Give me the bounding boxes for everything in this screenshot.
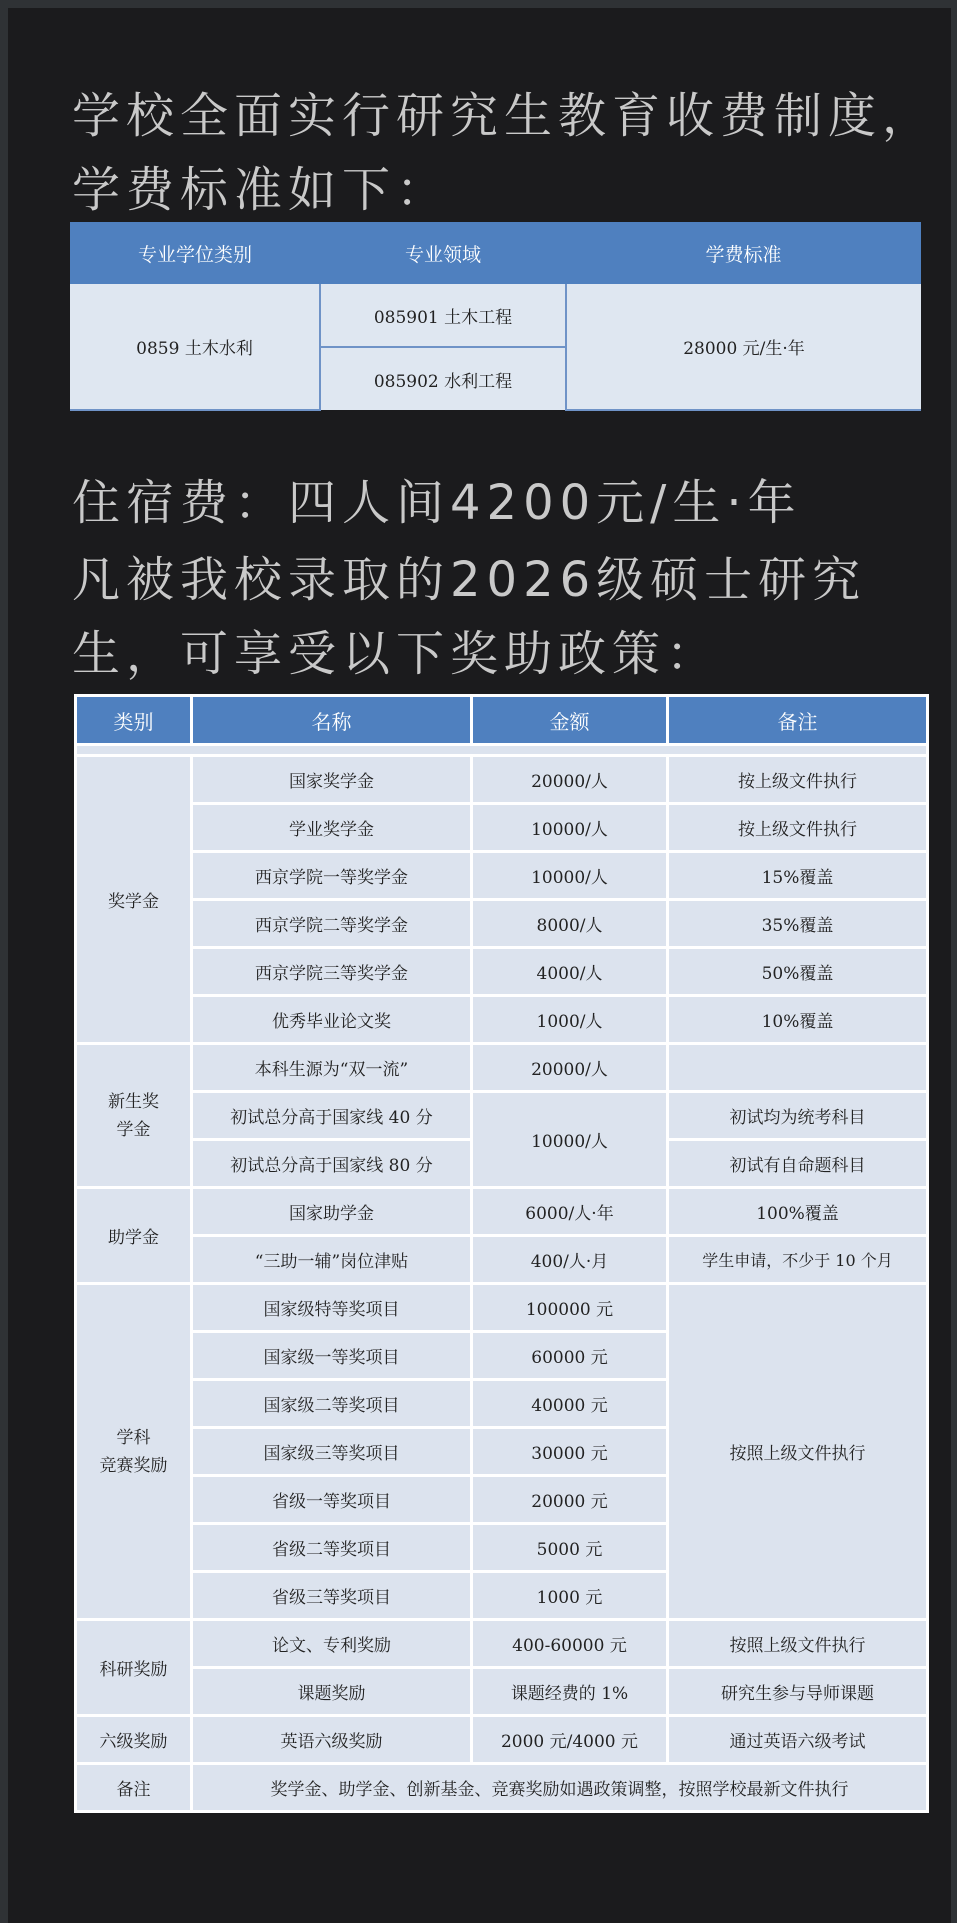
policy-intro-line2: 生，可享受以下奖助政策：: [72, 626, 721, 682]
category-competition: 学科 竞赛奖励: [76, 1284, 192, 1620]
tuition-table: [70, 222, 921, 411]
tuition-intro-line2: 学费标准如下：: [72, 162, 451, 218]
table-row: [76, 996, 928, 1044]
award-amount: 30000 元: [472, 1428, 668, 1476]
award-note: 初试均为统考科目: [668, 1092, 928, 1140]
award-name: “三助一辅”岗位津贴: [192, 1236, 472, 1284]
award-amount: 10000/人: [472, 852, 668, 900]
award-amount: 5000 元: [472, 1524, 668, 1572]
award-note: 50%覆盖: [668, 948, 928, 996]
award-name: 国家级三等奖项目: [192, 1428, 472, 1476]
tuition-intro-line1: 学校全面实行研究生教育收费制度，: [72, 88, 937, 144]
award-name: 国家级二等奖项目: [192, 1380, 472, 1428]
award-note: 10%覆盖: [668, 996, 928, 1044]
award-amount: 2000 元/4000 元: [472, 1716, 668, 1764]
tuition-table-header: [70, 222, 921, 284]
award-name: 本科生源为“双一流”: [192, 1044, 472, 1092]
award-note: 35%覆盖: [668, 900, 928, 948]
table-row: [76, 1188, 928, 1236]
award-amount: 课题经费的 1%: [472, 1668, 668, 1716]
award-name: 西京学院一等奖学金: [192, 852, 472, 900]
award-amount: 6000/人·年: [472, 1188, 668, 1236]
award-name: 西京学院三等奖学金: [192, 948, 472, 996]
award-amount: 1000 元: [472, 1572, 668, 1620]
award-table-header: [76, 696, 928, 745]
award-amount: 10000/人: [472, 804, 668, 852]
table-row: [76, 1764, 928, 1812]
table-row: [76, 1620, 928, 1668]
award-note: 学生申请，不少于 10 个月: [668, 1236, 928, 1284]
policy-intro-line1: 凡被我校录取的2026级硕士研究: [72, 552, 867, 608]
header-fee-standard: 学费标准: [566, 222, 921, 284]
award-name: 学业奖学金: [192, 804, 472, 852]
award-amount: 1000/人: [472, 996, 668, 1044]
award-name: 英语六级奖励: [192, 1716, 472, 1764]
award-name: 初试总分高于国家线 80 分: [192, 1140, 472, 1188]
award-note: 通过英语六级考试: [668, 1716, 928, 1764]
award-name: 国家奖学金: [192, 756, 472, 804]
table-row: [76, 804, 928, 852]
table-row: [76, 852, 928, 900]
field-cell: 085901 土木工程: [320, 284, 566, 347]
award-name: 初试总分高于国家线 40 分: [192, 1092, 472, 1140]
category-aid: 助学金: [76, 1188, 192, 1284]
category-freshman-scholarship: 新生奖 学金: [76, 1044, 192, 1188]
document-page: [8, 8, 951, 1923]
category-remark: 备注: [76, 1764, 192, 1812]
award-name: 论文、专利奖励: [192, 1620, 472, 1668]
award-name: 国家助学金: [192, 1188, 472, 1236]
award-note: 按上级文件执行: [668, 804, 928, 852]
award-amount: 20000/人: [472, 756, 668, 804]
award-note: 15%覆盖: [668, 852, 928, 900]
table-row: [76, 900, 928, 948]
award-name: 国家级特等奖项目: [192, 1284, 472, 1332]
header-spacer-row: [76, 745, 928, 756]
award-amount: 100000 元: [472, 1284, 668, 1332]
table-row: [70, 284, 921, 347]
category-cet6: 六级奖励: [76, 1716, 192, 1764]
dorm-fee-text: 住宿费：四人间4200元/生·年: [72, 475, 802, 531]
award-note: 100%覆盖: [668, 1188, 928, 1236]
award-note: [668, 1044, 928, 1092]
award-note: 按上级文件执行: [668, 756, 928, 804]
remark-text: 奖学金、助学金、创新基金、竞赛奖励如遇政策调整，按照学校最新文件执行: [192, 1764, 928, 1812]
award-name: 课题奖励: [192, 1668, 472, 1716]
award-note: 按照上级文件执行: [668, 1620, 928, 1668]
table-row: [76, 948, 928, 996]
award-name: 省级三等奖项目: [192, 1572, 472, 1620]
table-row: [76, 1668, 928, 1716]
award-name: 优秀毕业论文奖: [192, 996, 472, 1044]
award-name: 国家级一等奖项目: [192, 1332, 472, 1380]
award-table: [74, 694, 929, 1813]
table-row: [76, 1284, 928, 1332]
header-degree-category: 专业学位类别: [70, 222, 320, 284]
degree-category-cell: 0859 土木水利: [70, 284, 320, 410]
award-amount: 20000/人: [472, 1044, 668, 1092]
award-note: 初试有自命题科目: [668, 1140, 928, 1188]
award-name: 省级二等奖项目: [192, 1524, 472, 1572]
header-category: 类别: [76, 696, 192, 745]
field-cell: 085902 水利工程: [320, 347, 566, 410]
header-note: 备注: [668, 696, 928, 745]
award-amount: 8000/人: [472, 900, 668, 948]
award-amount: 40000 元: [472, 1380, 668, 1428]
table-row: [76, 1092, 928, 1140]
award-amount: 4000/人: [472, 948, 668, 996]
award-note: 研究生参与导师课题: [668, 1668, 928, 1716]
category-research: 科研奖励: [76, 1620, 192, 1716]
table-row: [76, 1044, 928, 1092]
category-scholarship: 奖学金: [76, 756, 192, 1044]
table-row: [76, 756, 928, 804]
header-field: 专业领域: [320, 222, 566, 284]
table-row: [76, 1716, 928, 1764]
header-name: 名称: [192, 696, 472, 745]
spacer-cell: [76, 745, 928, 756]
award-amount: 60000 元: [472, 1332, 668, 1380]
fee-cell: 28000 元/生·年: [566, 284, 921, 410]
award-note: 按照上级文件执行: [668, 1284, 928, 1620]
header-amount: 金额: [472, 696, 668, 745]
award-name: 省级一等奖项目: [192, 1476, 472, 1524]
award-amount: 20000 元: [472, 1476, 668, 1524]
award-amount: 10000/人: [472, 1092, 668, 1188]
award-name: 西京学院二等奖学金: [192, 900, 472, 948]
award-amount: 400/人·月: [472, 1236, 668, 1284]
table-row: [76, 1236, 928, 1284]
award-amount: 400-60000 元: [472, 1620, 668, 1668]
